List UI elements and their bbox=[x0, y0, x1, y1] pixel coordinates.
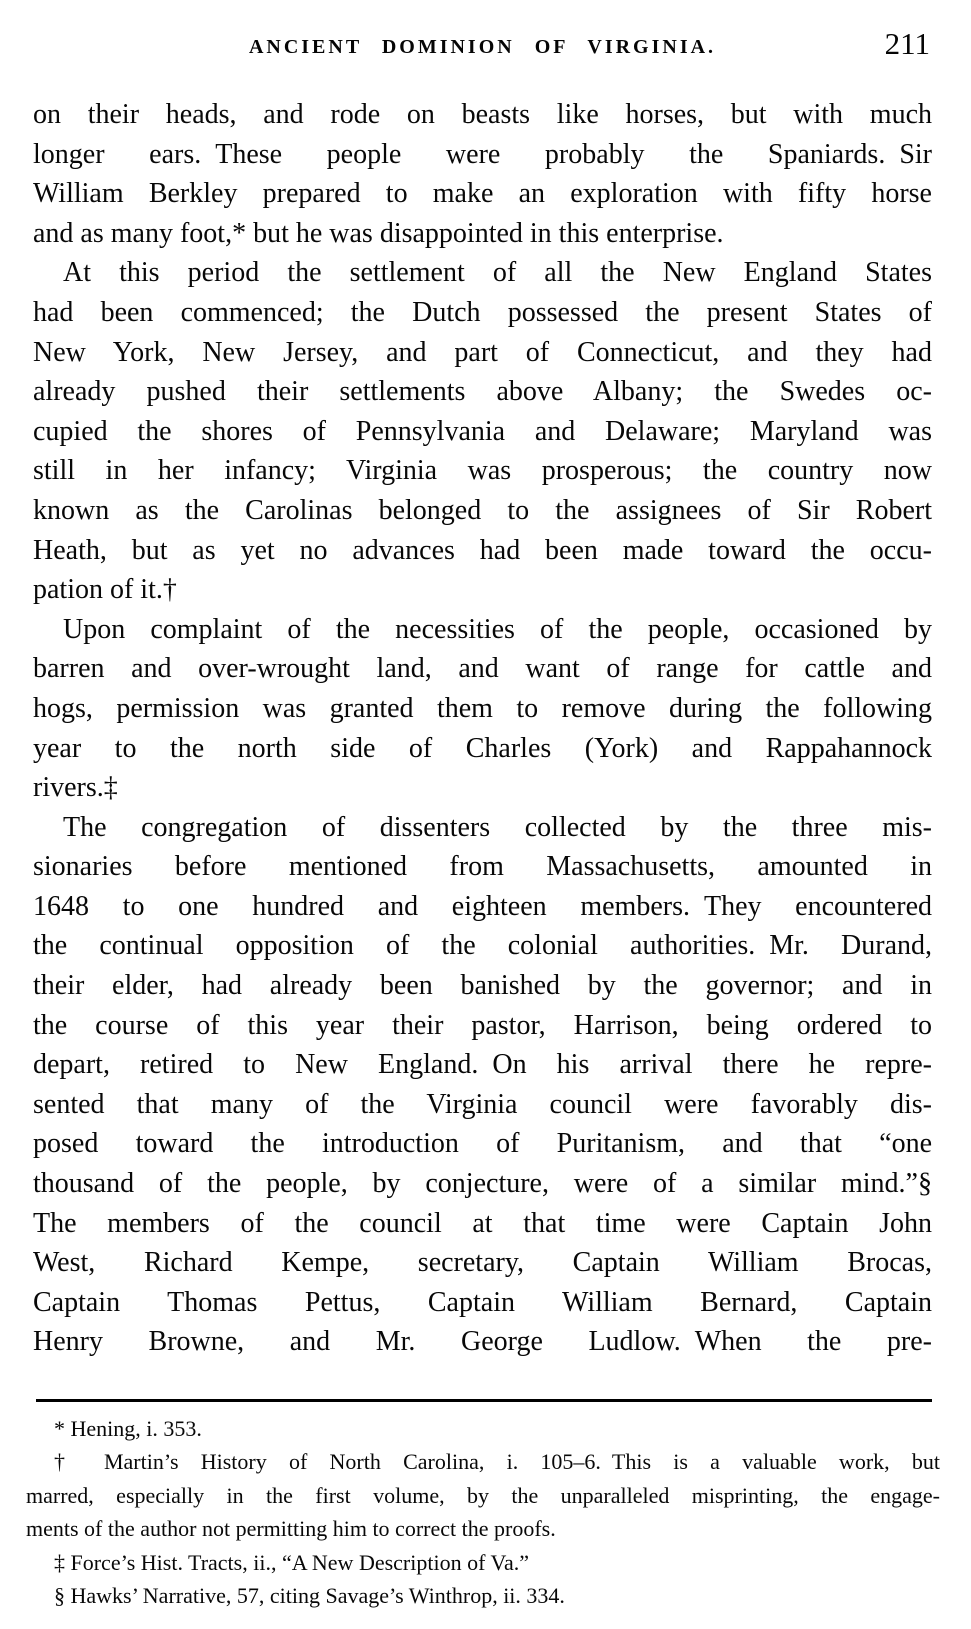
text-line: cupied the shores of Pennsylvania and Delaware; Maryland was bbox=[33, 415, 932, 447]
text-line: their elder, had already been banished by the governor; and in bbox=[33, 970, 932, 1002]
text-line: already pushed their settlements above Albany; the Swedes oc- bbox=[33, 376, 932, 408]
text-line: The members of the council at that time were Captain John bbox=[33, 1207, 932, 1239]
text-line: William Berkley prepared to make an exploration with fifty horse bbox=[33, 178, 932, 210]
body-text bbox=[33, 95, 932, 1362]
text-line: Captain Thomas Pettus, Captain William Bernard, Captain bbox=[33, 1286, 932, 1318]
text-line: the course of this year their pastor, Harrison, being ordered to bbox=[33, 1009, 932, 1041]
text-line: At this period the settlement of all the New England States bbox=[63, 257, 932, 289]
text-line: still in her infancy; Virginia was prosperous; the country now bbox=[33, 455, 932, 487]
text-line: longer ears. These people were probably the Spaniards. Sir bbox=[33, 138, 932, 170]
text-line: hogs, permission was granted them to remove during the following bbox=[33, 692, 932, 724]
text-line: pation of it.† bbox=[33, 574, 177, 606]
text-line: 1648 to one hundred and eighteen members. They encountered bbox=[33, 890, 932, 922]
footnote-line: marred, especially in the first volume, by the unparalleled misprinting, the engage- bbox=[26, 1482, 940, 1508]
text-line: New York, New Jersey, and part of Connecticut, and they had bbox=[33, 336, 932, 368]
text-line: Upon complaint of the necessities of the people, occasioned by bbox=[63, 613, 932, 645]
running-title: ANCIENT DOMINION OF VIRGINIA. bbox=[248, 36, 717, 58]
text-line: and as many foot,* but he was disappointed in this enterprise. bbox=[33, 217, 724, 249]
text-line: Henry Browne, and Mr. George Ludlow. When the pre- bbox=[33, 1326, 932, 1358]
page-number: 211 bbox=[884, 26, 930, 61]
text-line: had been commenced; the Dutch possessed the present States of bbox=[33, 296, 932, 328]
text-line: West, Richard Kempe, secretary, Captain William Brocas, bbox=[33, 1247, 932, 1279]
footnote-line: ments of the author not permitting him to correct the proofs. bbox=[26, 1516, 556, 1542]
text-line: Heath, but as yet no advances had been made toward the occu- bbox=[33, 534, 932, 566]
text-line: on their heads, and rode on beasts like horses, but with much bbox=[33, 99, 932, 130]
footnote-line: ‡ Force’s Hist. Tracts, ii., “A New Description of Va.” bbox=[54, 1549, 529, 1575]
footnote-divider bbox=[36, 1399, 932, 1402]
text-line: known as the Carolinas belonged to the assignees of Sir Robert bbox=[33, 494, 932, 526]
footnote-line: † Martin’s History of North Carolina, i. 105–6. This is a valuable work, but bbox=[54, 1449, 940, 1475]
footnote-line: * Hening, i. 353. bbox=[54, 1416, 202, 1441]
text-line: thousand of the people, by conjecture, were of a similar mind.”§ bbox=[33, 1168, 932, 1200]
footnotes bbox=[26, 1412, 940, 1612]
text-line: The congregation of dissenters collected by the three mis- bbox=[63, 811, 932, 843]
text-line: depart, retired to New England. On his arrival there he repre- bbox=[33, 1049, 932, 1081]
text-line: rivers.‡ bbox=[33, 772, 118, 804]
text-line: the continual opposition of the colonial authorities. Mr. Durand, bbox=[33, 930, 932, 962]
text-line: sionaries before mentioned from Massachusetts, amounted in bbox=[33, 851, 932, 883]
text-line: sented that many of the Virginia council were favorably dis- bbox=[33, 1088, 932, 1120]
text-line: year to the north side of Charles (York) and Rappahannock bbox=[33, 732, 932, 764]
page-header bbox=[33, 28, 932, 68]
footnote-line: § Hawks’ Narrative, 57, citing Savage’s Winthrop, ii. 334. bbox=[54, 1583, 565, 1609]
text-line: posed toward the introduction of Puritanism, and that “one bbox=[33, 1128, 932, 1160]
text-line: barren and over-wrought land, and want of range for cattle and bbox=[33, 653, 932, 685]
